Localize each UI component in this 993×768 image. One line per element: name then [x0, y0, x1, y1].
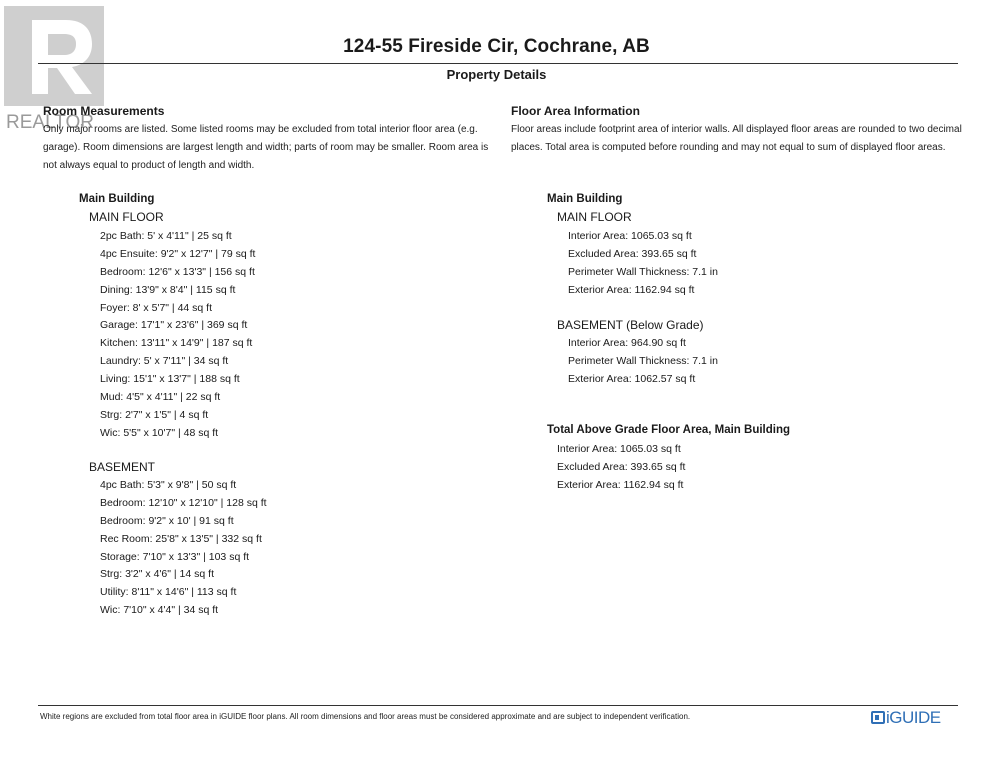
floor-area-note: Floor areas include footprint area of interior walls. All displayed floor areas are rounded to two decimal places. Total area is computed before rounding and may not equal to sum of displayed floor areas. [511, 124, 962, 153]
room-row: Dining: 13'9" x 8'4" | 115 sq ft [100, 283, 236, 296]
area-row: Exterior Area: 1162.94 sq ft [568, 283, 695, 296]
room-measurements-note: Only major rooms are listed. Some listed rooms may be excluded from total interior floor area (e.g. garage). Room dimensions are largest length and width; parts of room may be smaller. Room area is not always equal to product of length and width. [43, 124, 489, 171]
page-title: 124-55 Fireside Cir, Cochrane, AB [343, 36, 650, 57]
footer-disclaimer: White regions are excluded from total floor area in iGUIDE floor plans. All room dimensions and floor areas must be considered approximate and are subject to independent verification. [40, 712, 691, 721]
room-row: Storage: 7'10" x 13'3" | 103 sq ft [100, 550, 250, 563]
area-row: Perimeter Wall Thickness: 7.1 in [568, 265, 718, 278]
iguide-logo [871, 708, 955, 730]
room-row: Wic: 7'10" x 4'4" | 34 sq ft [100, 604, 219, 617]
room-row: Strg: 2'7" x 1'5" | 4 sq ft [100, 408, 209, 421]
right-building-label: Main Building [547, 193, 623, 205]
total-area-list [557, 441, 685, 495]
room-row: Mud: 4'5" x 4'11" | 22 sq ft [100, 391, 221, 404]
room-row: Foyer: 8' x 5'7" | 44 sq ft [100, 301, 213, 314]
room-row: Strg: 3'2" x 4'6" | 14 sq ft [100, 568, 214, 581]
room-row: 4pc Ensuite: 9'2" x 12'7" | 79 sq ft [100, 247, 256, 260]
basement-area-list [568, 335, 718, 389]
area-row: Interior Area: 964.90 sq ft [568, 337, 686, 349]
total-area-label: Total Above Grade Floor Area, Main Building [547, 424, 791, 436]
left-main-floor-label: MAIN FLOOR [89, 210, 164, 224]
left-building-label: Main Building [79, 193, 155, 205]
area-row: Exterior Area: 1062.57 sq ft [568, 372, 696, 385]
realtor-logo-text: REALTOR [6, 112, 94, 132]
room-row: Bedroom: 12'10" x 12'10" | 128 sq ft [100, 496, 267, 509]
room-row: Bedroom: 12'6" x 13'3" | 156 sq ft [100, 265, 255, 278]
room-row: Bedroom: 9'2" x 10' | 91 sq ft [100, 514, 234, 527]
main-floor-room-list [100, 228, 255, 443]
area-row: Excluded Area: 393.65 sq ft [557, 460, 686, 473]
main-floor-area-list [568, 228, 718, 300]
header-divider [38, 63, 958, 64]
left-basement-label: BASEMENT [89, 460, 156, 474]
floor-area-heading: Floor Area Information [511, 104, 640, 118]
area-row: Interior Area: 1065.03 sq ft [568, 230, 692, 242]
room-row: 4pc Bath: 5'3" x 9'8" | 50 sq ft [100, 479, 237, 491]
right-basement-label: BASEMENT (Below Grade) [557, 318, 704, 332]
area-row: Interior Area: 1065.03 sq ft [557, 443, 681, 455]
room-row: Rec Room: 25'8" x 13'5" | 332 sq ft [100, 532, 262, 545]
room-row: 2pc Bath: 5' x 4'11" | 25 sq ft [100, 230, 232, 242]
room-row: Garage: 17'1" x 23'6" | 369 sq ft [100, 319, 248, 332]
room-row: Living: 15'1" x 13'7" | 188 sq ft [100, 373, 240, 386]
room-row: Utility: 8'11" x 14'6" | 113 sq ft [100, 586, 237, 599]
area-row: Perimeter Wall Thickness: 7.1 in [568, 354, 718, 367]
page-subtitle: Property Details [446, 67, 547, 82]
iguide-icon [871, 711, 885, 724]
basement-room-list [100, 477, 267, 620]
room-measurements-heading: Room Measurements [43, 104, 165, 118]
room-row: Laundry: 5' x 7'11" | 34 sq ft [100, 355, 229, 368]
right-main-floor-label: MAIN FLOOR [557, 210, 632, 224]
footer-divider [38, 705, 958, 706]
room-row: Kitchen: 13'11" x 14'9" | 187 sq ft [100, 337, 253, 350]
room-row: Wic: 5'5" x 10'7" | 48 sq ft [100, 426, 219, 439]
area-row: Exterior Area: 1162.94 sq ft [557, 478, 684, 491]
iguide-brand-text: iGUIDE [886, 708, 941, 727]
area-row: Excluded Area: 393.65 sq ft [568, 247, 697, 260]
